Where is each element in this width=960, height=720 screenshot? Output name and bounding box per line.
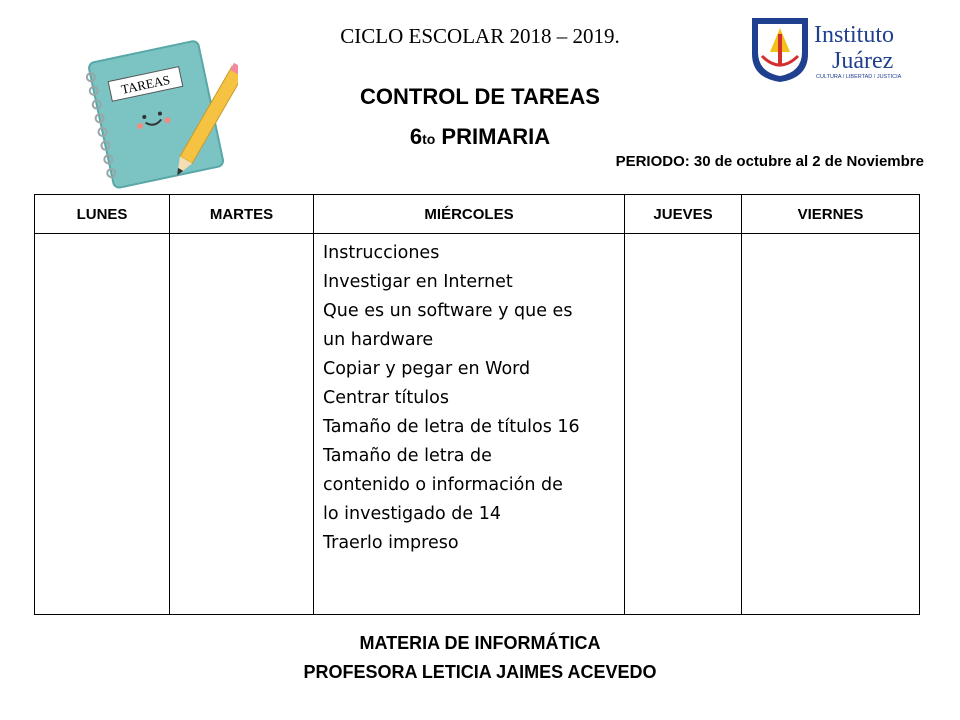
cell-wednesday [314, 234, 625, 615]
logo-name-line2: Juárez [832, 48, 894, 74]
grade-suffix: to [422, 131, 436, 147]
header-wednesday: MIÉRCOLES [314, 195, 625, 234]
task-line: Que es un software y que es [323, 301, 573, 321]
task-line: Centrar títulos [323, 388, 449, 408]
header-thursday: JUEVES [625, 195, 742, 234]
task-line: Instrucciones [323, 243, 440, 263]
header-monday: LUNES [35, 195, 170, 234]
task-line: Copiar y pegar en Word [323, 359, 531, 379]
logo-name-line1: Instituto [814, 22, 895, 48]
task-line: Tamaño de letra de [323, 446, 492, 466]
task-line: lo investigado de 14 [323, 504, 501, 524]
cell-monday [35, 234, 170, 615]
notebook [84, 40, 224, 189]
notebook-label: TAREAS [119, 71, 172, 97]
grade-number: 6 [409, 124, 423, 149]
teacher-line: PROFESORA LETICIA JAIMES ACEVEDO [303, 662, 657, 682]
table-row [35, 234, 920, 615]
table-header-row [35, 195, 920, 234]
notebook-pencil-icon [78, 34, 238, 194]
page-title: CONTROL DE TAREAS [360, 84, 600, 109]
subject-line: MATERIA DE INFORMÁTICA [359, 633, 601, 653]
cell-thursday [625, 234, 742, 615]
schedule-table [34, 194, 920, 615]
cell-friday [742, 234, 920, 615]
school-year: CICLO ESCOLAR 2018 – 2019. [340, 24, 620, 48]
task-line: contenido o información de [323, 475, 563, 495]
cell-tuesday [170, 234, 314, 615]
header-tuesday: MARTES [170, 195, 314, 234]
school-logo [748, 12, 918, 84]
header-friday: VIERNES [742, 195, 920, 234]
grade-label: PRIMARIA [441, 124, 551, 149]
task-line: Traerlo impreso [323, 533, 459, 553]
task-line: un hardware [323, 330, 434, 350]
logo-motto: CULTURA / LIBERTAD / JUSTICIA [816, 74, 902, 80]
task-line: Investigar en Internet [323, 272, 513, 292]
task-line: Tamaño de letra de títulos 16 [323, 417, 580, 437]
wednesday-task-list [314, 234, 624, 558]
grade-heading [280, 124, 680, 150]
period-text: PERIODO: 30 de octubre al 2 de Noviembre [615, 153, 924, 170]
